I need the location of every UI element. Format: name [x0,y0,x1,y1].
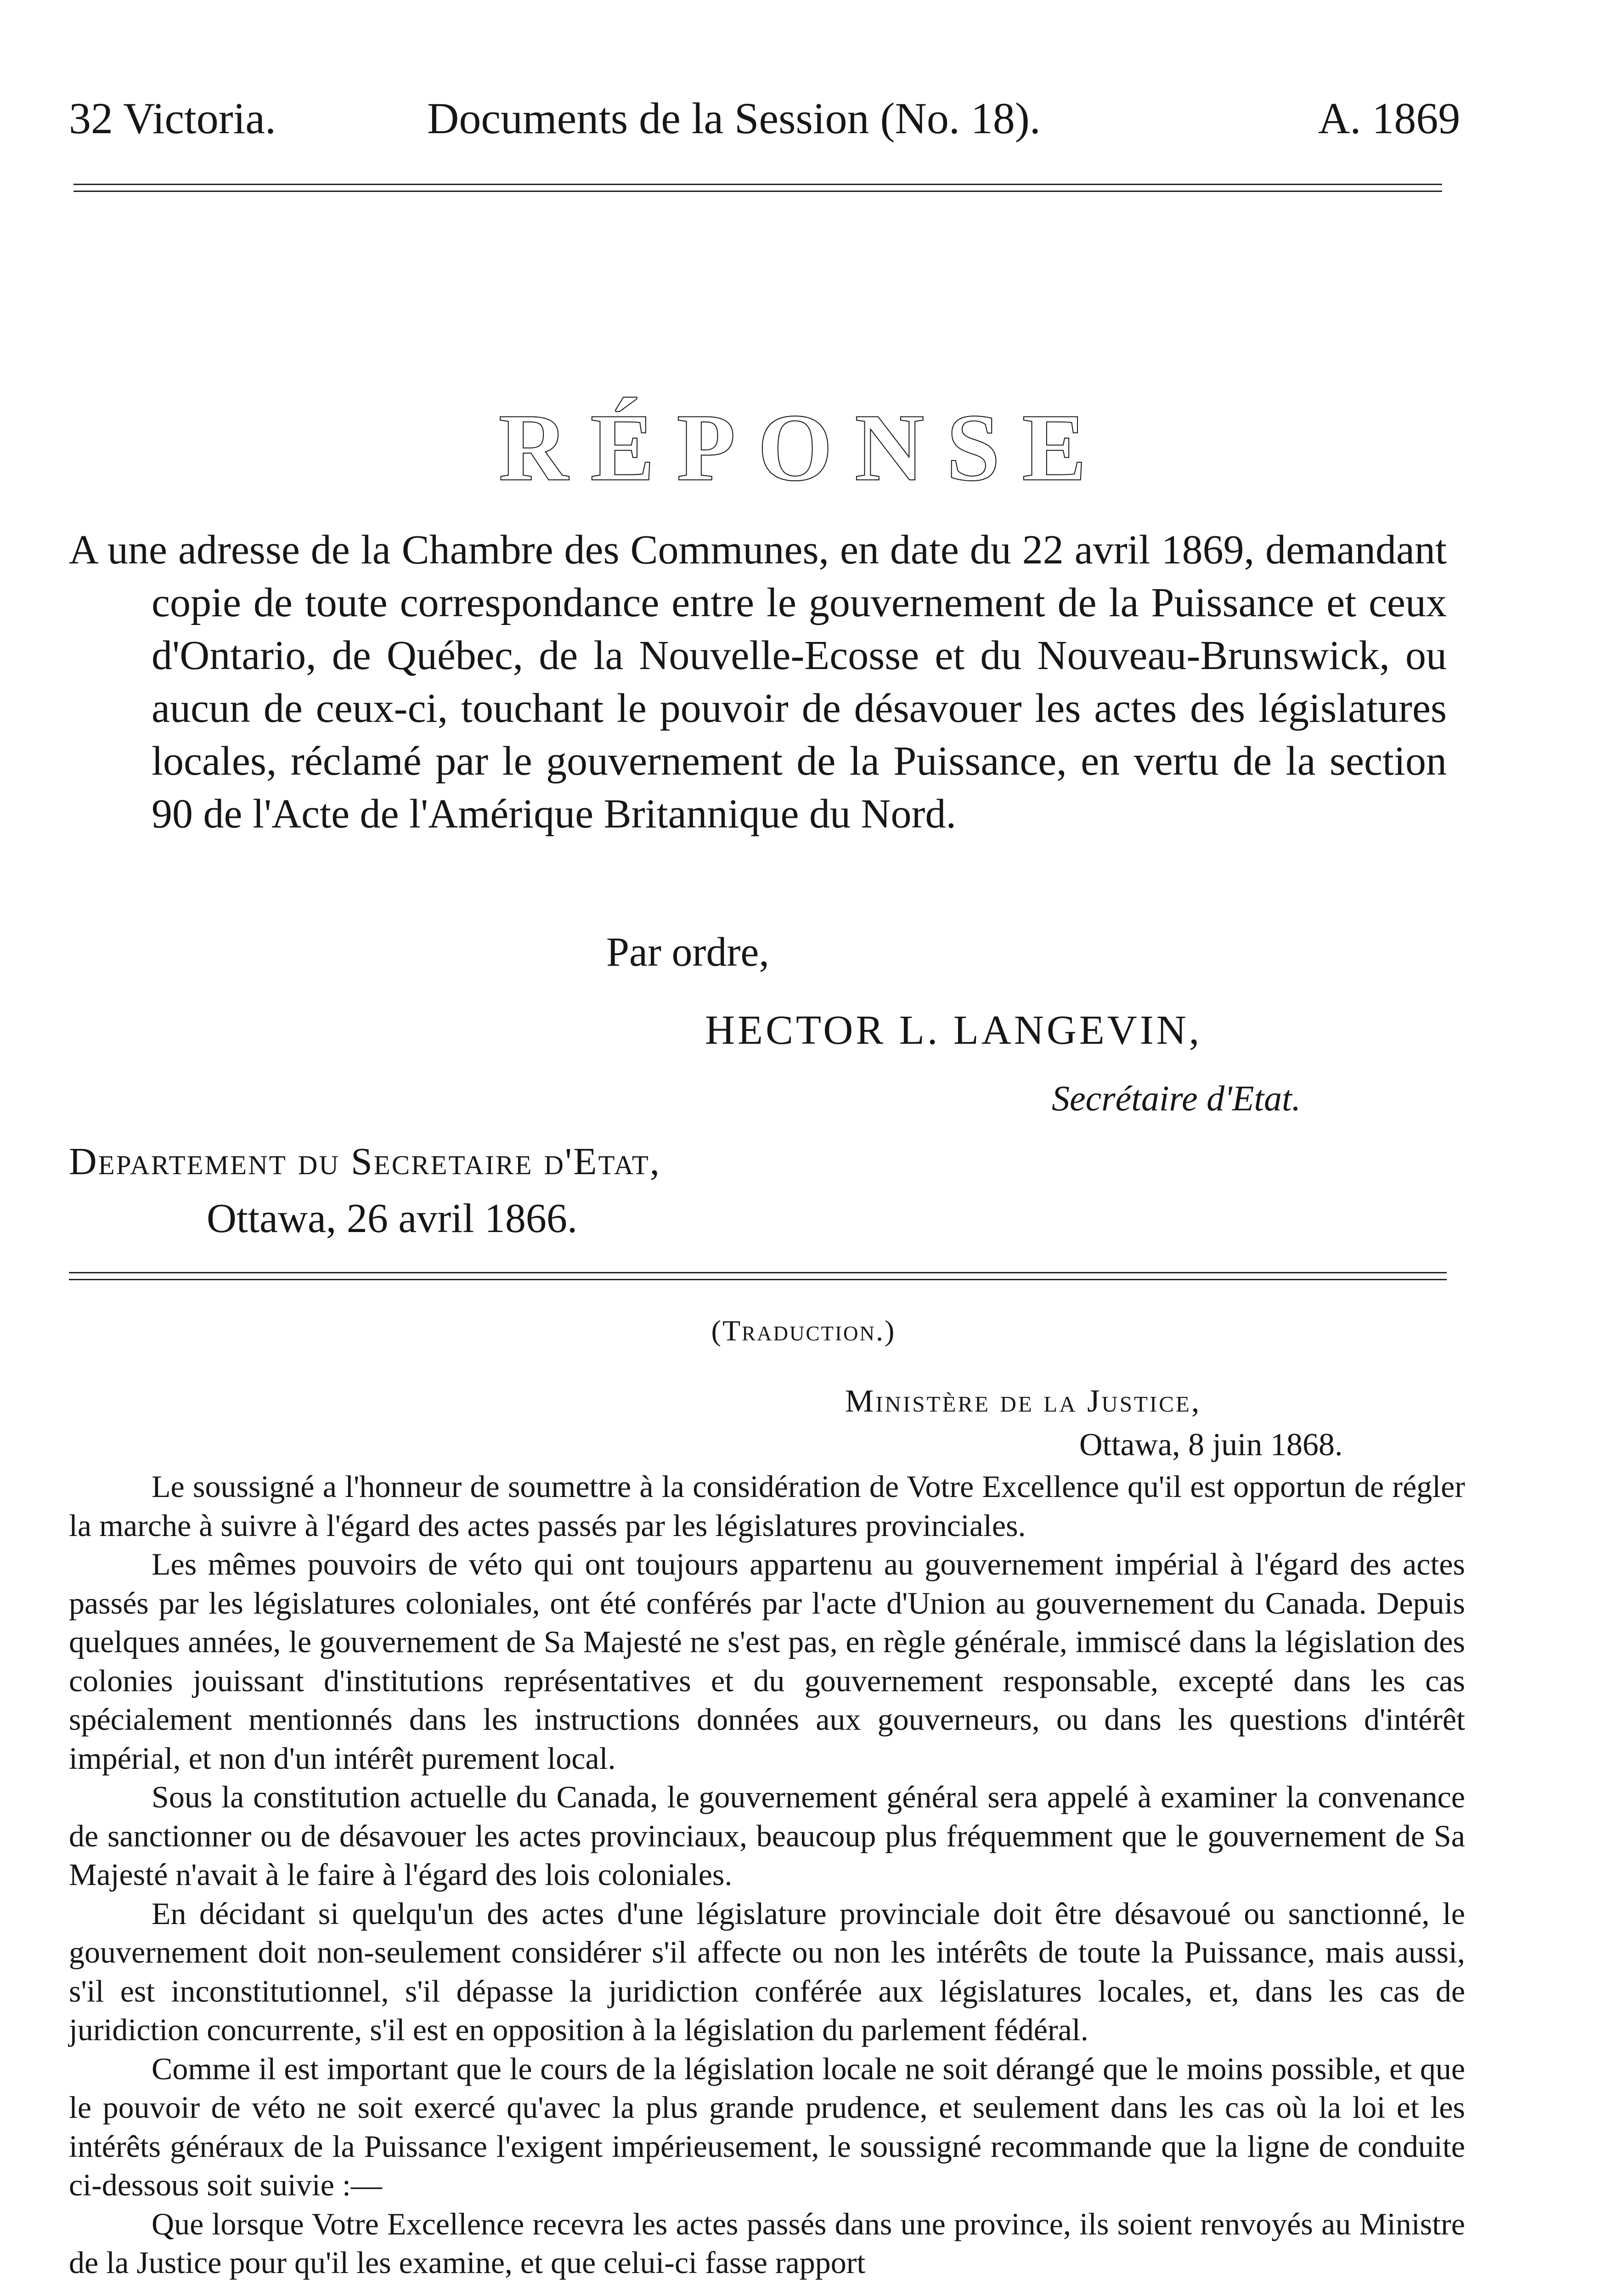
section-rule [69,1272,1447,1280]
paragraph: Les mêmes pouvoirs de véto qui ont toujours appartenu au gouvernement impérial à l'égard des actes passés par les législatures coloniales, ont été conférés par l'acte d'Union au gouvernement du Canada. Depuis quelques années, le gouvernement de Sa Majesté ne s'est pas, en règle générale, immiscé dans la législation des colonies jouissant d'institutions représentatives et du gouvernement responsable, excepté dans les cas spécialement mentionnés dans les instructions données aux gouverneurs, ou dans les questions d'intérêt impérial, et non d'un intérêt purement local. [69,1547,1465,1776]
address-paragraph: A une adresse de la Chambre des Communes, en date du 22 avril 1869, demandant copie de toute correspondance entre le gouvernement de la Puissance et ceux d'Ontario, de Québec, de la Nouvelle-Ecosse et du Nouveau-Brunswick, ou aucun de ceux-ci, touchant le pouvoir de désavouer les actes des législatures locales, réclamé par le gouvernement de la Puissance, en vertu de la section 90 de l'Acte de l'Amérique Britannique du Nord. [69,527,1447,837]
ministry-date: Ottawa, 8 juin 1868. [1079,1427,1343,1463]
header-document-title: Documents de la Session (No. 18). [427,94,1041,143]
paragraph: Le soussigné a l'honneur de soumettre à la considération de Votre Excellence qu'il est opportun de régler la marche à suivre à l'égard des actes passés par les législatures provinciales. [69,1469,1465,1543]
header-year: A. 1869 [1318,94,1460,143]
translation-label: (Traduction.) [711,1314,896,1347]
paragraph: Sous la constitution actuelle du Canada, le gouvernement général sera appelé à examiner la convenance de sanctionner ou de désavouer les actes provinciaux, beaucoup plus fréquemment que le gouvernement de Sa Majesté n'avait à le faire à l'égard des lois coloniales. [69,1779,1465,1892]
order-line: Par ordre, [606,929,769,975]
signer-name: HECTOR L. LANGEVIN, [705,1007,1202,1053]
letter-body [69,1467,1465,2282]
paragraph: Que lorsque Votre Excellence recevra les actes passés dans une province, ils soient renvoyés au Ministre de la Justice pour qu'il les examine, et que celui-ci fasse rapport [69,2206,1465,2280]
paragraph: En décidant si quelqu'un des actes d'une législature provinciale doit être désavoué ou sanctionné, le gouvernement doit non-seulement considérer s'il affecte ou non les intérêts de toute la Puissance, mais aussi, s'il est inconstitutionnel, s'il dépasse la juridiction conférée aux législatures locales, et, dans les cas de juridiction concurrente, s'il est en opposition à la législation du parlement fédéral. [69,1896,1465,2047]
signer-title: Secrétaire d'Etat. [1052,1078,1301,1118]
header-session-year: 32 Victoria. [69,94,276,143]
header-rule [73,184,1442,192]
ministry-name: Ministère de la Justice, [845,1384,1201,1419]
page-title: RÉPONSE [498,394,1109,501]
department-date: Ottawa, 26 avril 1866. [207,1196,578,1241]
paragraph: Comme il est important que le cours de la législation locale ne soit dérangé que le moins possible, et que le pouvoir de véto ne soit exercé qu'avec la plus grande prudence, et seulement dans les cas où la loi et les intérêts généraux de la Puissance l'exigent impérieusement, le soussigné recommande que la ligne de conduite ci-dessous soit suivie :— [69,2051,1465,2202]
department-name: Departement du Secretaire d'Etat, [69,1140,661,1183]
